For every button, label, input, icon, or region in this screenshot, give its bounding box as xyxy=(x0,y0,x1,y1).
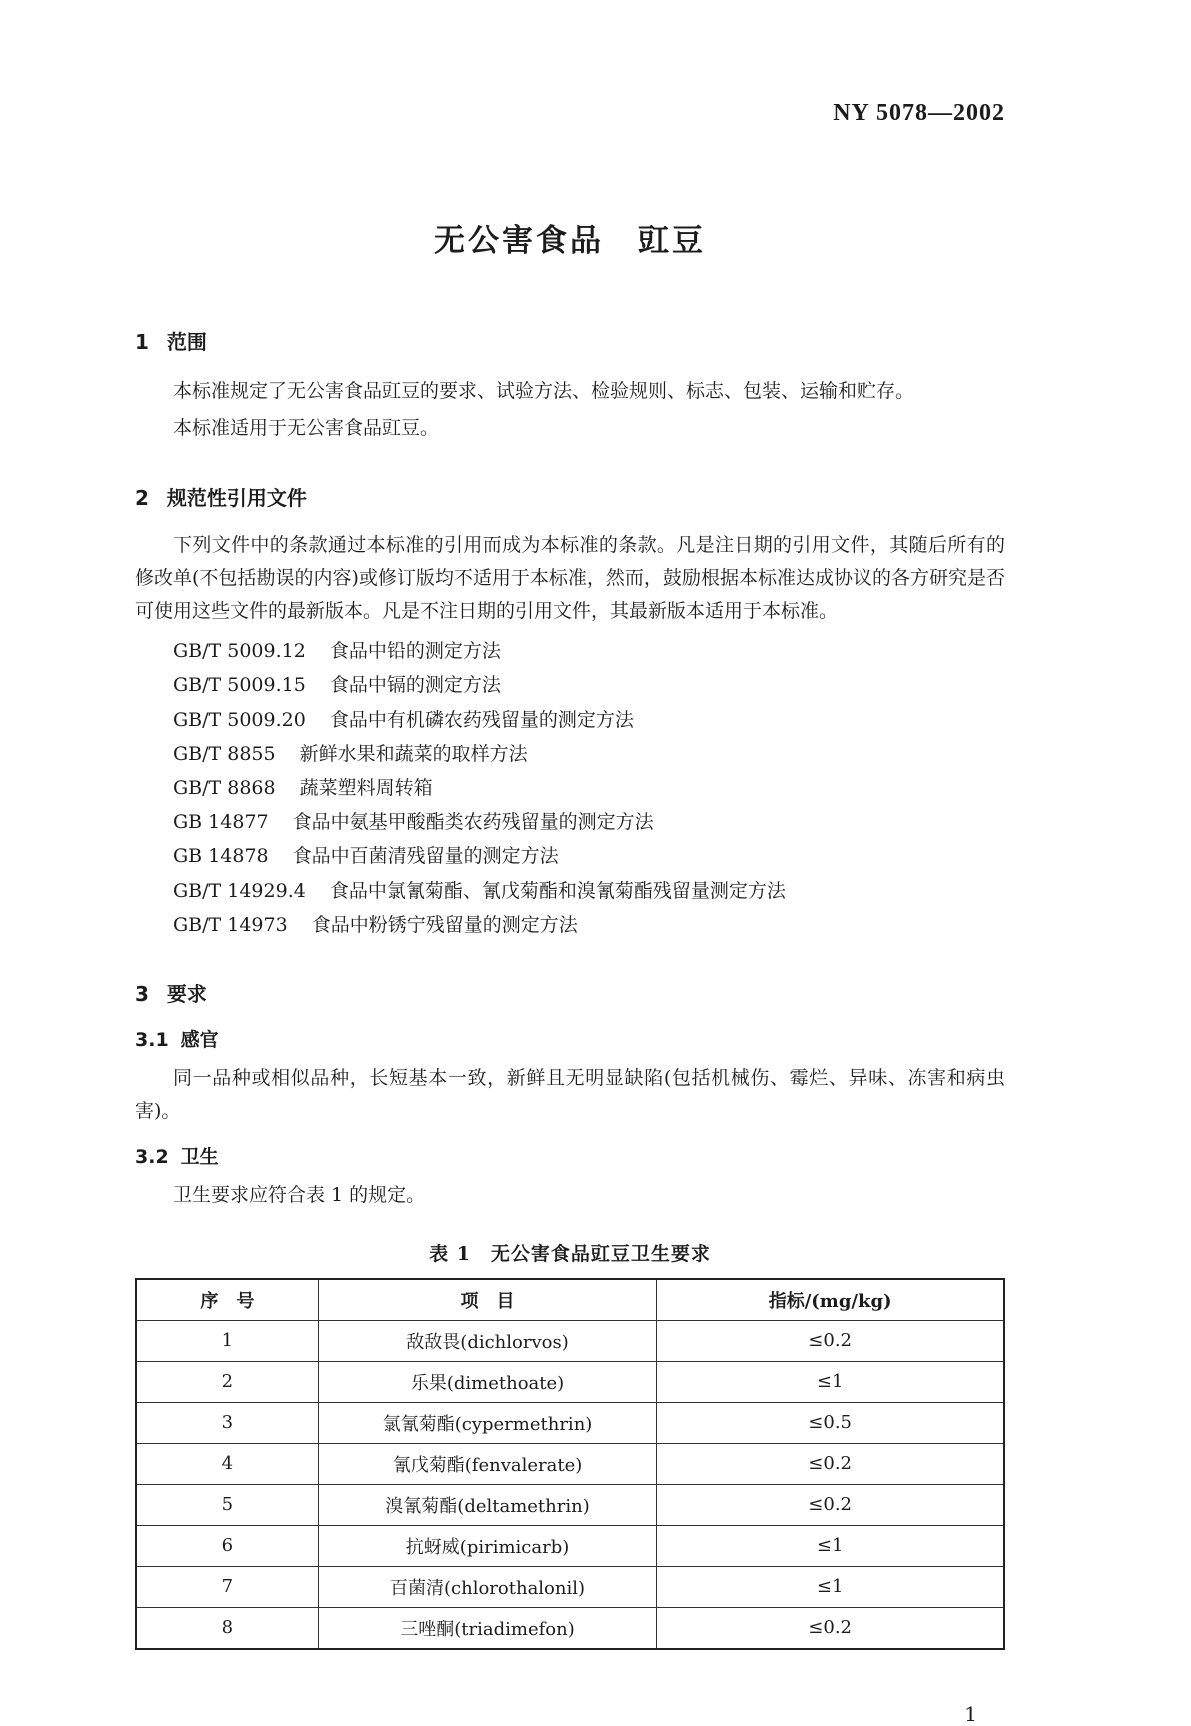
reference-item xyxy=(173,771,1005,805)
section-3-1-heading xyxy=(135,1025,1005,1052)
cell-limit: ≤1 xyxy=(657,1361,1004,1402)
reference-title: 蔬菜塑料周转箱 xyxy=(299,777,433,799)
cell-limit: ≤1 xyxy=(657,1566,1004,1607)
reference-code: GB/T 14929.4 xyxy=(173,879,306,902)
table-row xyxy=(136,1320,1004,1361)
cell-item: 乐果(dimethoate) xyxy=(318,1361,657,1402)
reference-code: GB/T 8868 xyxy=(173,777,276,799)
cell-item: 氯氰菊酯(cypermethrin) xyxy=(318,1402,657,1443)
reference-item xyxy=(173,703,1005,737)
column-header-num: 序 号 xyxy=(136,1279,318,1321)
reference-code: GB/T 5009.12 xyxy=(173,640,306,663)
scope-paragraph-2: 本标准适用于无公害食品豇豆。 xyxy=(173,417,440,440)
cell-num: 7 xyxy=(136,1566,318,1607)
reference-title: 食品中百菌清残留量的测定方法 xyxy=(292,845,559,868)
cell-item: 溴氰菊酯(deltamethrin) xyxy=(318,1484,657,1525)
reference-title: 食品中粉锈宁残留量的测定方法 xyxy=(311,913,578,936)
section-3-title: 要求 xyxy=(166,981,207,1006)
reference-title: 食品中氨基甲酸酯类农药残留量的测定方法 xyxy=(292,811,654,834)
table-row xyxy=(136,1566,1004,1607)
cell-limit: ≤0.2 xyxy=(657,1607,1004,1649)
table-header-row xyxy=(136,1279,1004,1321)
reference-item xyxy=(173,874,1005,908)
cell-item: 抗蚜威(pirimicarb) xyxy=(318,1525,657,1566)
reference-title: 食品中有机磷农药残留量的测定方法 xyxy=(329,708,634,731)
reference-item xyxy=(173,737,1005,771)
reference-code: GB/T 5009.15 xyxy=(173,674,306,697)
standard-number: NY 5078—2002 xyxy=(833,100,1005,126)
section-3-number: 3 xyxy=(135,981,149,1006)
reference-item xyxy=(173,839,1005,873)
cell-limit: ≤0.2 xyxy=(657,1320,1004,1361)
reference-item xyxy=(173,668,1005,702)
table-row xyxy=(136,1402,1004,1443)
references-list xyxy=(173,634,1005,942)
cell-num: 3 xyxy=(136,1402,318,1443)
reference-code: GB 14877 xyxy=(173,811,269,834)
cell-num: 6 xyxy=(136,1525,318,1566)
table-row xyxy=(136,1607,1004,1649)
scope-paragraph-1: 本标准规定了无公害食品豇豆的要求、试验方法、检验规则、标志、包装、运输和贮存。 xyxy=(173,380,915,402)
reference-title: 新鲜水果和蔬菜的取样方法 xyxy=(299,742,528,765)
cell-item: 三唑酮(triadimefon) xyxy=(318,1607,657,1649)
reference-code: GB/T 14973 xyxy=(173,913,288,936)
section-1-number: 1 xyxy=(135,330,149,354)
hygiene-requirements-table xyxy=(135,1278,1005,1650)
cell-num: 1 xyxy=(136,1320,318,1361)
sensory-text: 同一品种或相似品种，长短基本一致，新鲜且无明显缺陷(包括机械伤、霉烂、异味、冻害和病虫害)。 xyxy=(135,1066,1005,1123)
table-row xyxy=(136,1443,1004,1484)
page-number: 1 xyxy=(964,1701,977,1726)
cell-num: 2 xyxy=(136,1361,318,1402)
table-row xyxy=(136,1525,1004,1566)
reference-code: GB/T 8855 xyxy=(173,742,276,765)
cell-item: 敌敌畏(dichlorvos) xyxy=(318,1320,657,1361)
reference-title: 食品中镉的测定方法 xyxy=(329,674,501,697)
cell-limit: ≤0.2 xyxy=(657,1443,1004,1484)
reference-code: GB 14878 xyxy=(173,845,269,868)
section-2-heading xyxy=(135,482,1005,511)
section-1-title: 范围 xyxy=(166,330,207,354)
document-title: 无公害食品 豇豆 xyxy=(434,223,706,259)
section-3-1-number: 3.1 xyxy=(135,1028,169,1051)
section-3-2-heading xyxy=(135,1142,1005,1169)
section-1-heading xyxy=(135,326,1005,355)
column-header-limit: 指标/(mg/kg) xyxy=(657,1279,1004,1321)
reference-item xyxy=(173,634,1005,668)
section-2-number: 2 xyxy=(135,485,149,510)
column-header-item: 项 目 xyxy=(318,1279,657,1321)
reference-code: GB/T 5009.20 xyxy=(173,708,306,731)
table-row xyxy=(136,1484,1004,1525)
cell-limit: ≤0.2 xyxy=(657,1484,1004,1525)
table-row xyxy=(136,1361,1004,1402)
section-3-2-number: 3.2 xyxy=(135,1146,169,1169)
cell-limit: ≤0.5 xyxy=(657,1402,1004,1443)
hygiene-text: 卫生要求应符合表 1 的规定。 xyxy=(173,1184,426,1207)
references-intro: 下列文件中的条款通过本标准的引用而成为本标准的条款。凡是注日期的引用文件，其随后所有的修改单(不包括勘误的内容)或修订版均不适用于本标准，然而，鼓励根据本标准达成协议的各方研究是否可使用这些文件的最新版本。凡是不注日期的引用文件，其最新版本适用于本标准。 xyxy=(135,533,1005,622)
table-caption: 表 1 无公害食品豇豆卫生要求 xyxy=(429,1242,711,1265)
cell-num: 8 xyxy=(136,1607,318,1649)
reference-item xyxy=(173,805,1005,839)
cell-num: 5 xyxy=(136,1484,318,1525)
reference-item xyxy=(173,908,1005,942)
cell-item: 氰戊菊酯(fenvalerate) xyxy=(318,1443,657,1484)
cell-num: 4 xyxy=(136,1443,318,1484)
section-2-title: 规范性引用文件 xyxy=(166,485,307,510)
section-3-1-title: 感官 xyxy=(180,1028,219,1051)
reference-title: 食品中氯氰菊酯、氰戊菊酯和溴氰菊酯残留量测定方法 xyxy=(329,879,786,902)
cell-item: 百菌清(chlorothalonil) xyxy=(318,1566,657,1607)
section-3-heading xyxy=(135,978,1005,1007)
cell-limit: ≤1 xyxy=(657,1525,1004,1566)
reference-title: 食品中铅的测定方法 xyxy=(329,640,501,663)
section-3-2-title: 卫生 xyxy=(180,1146,219,1169)
